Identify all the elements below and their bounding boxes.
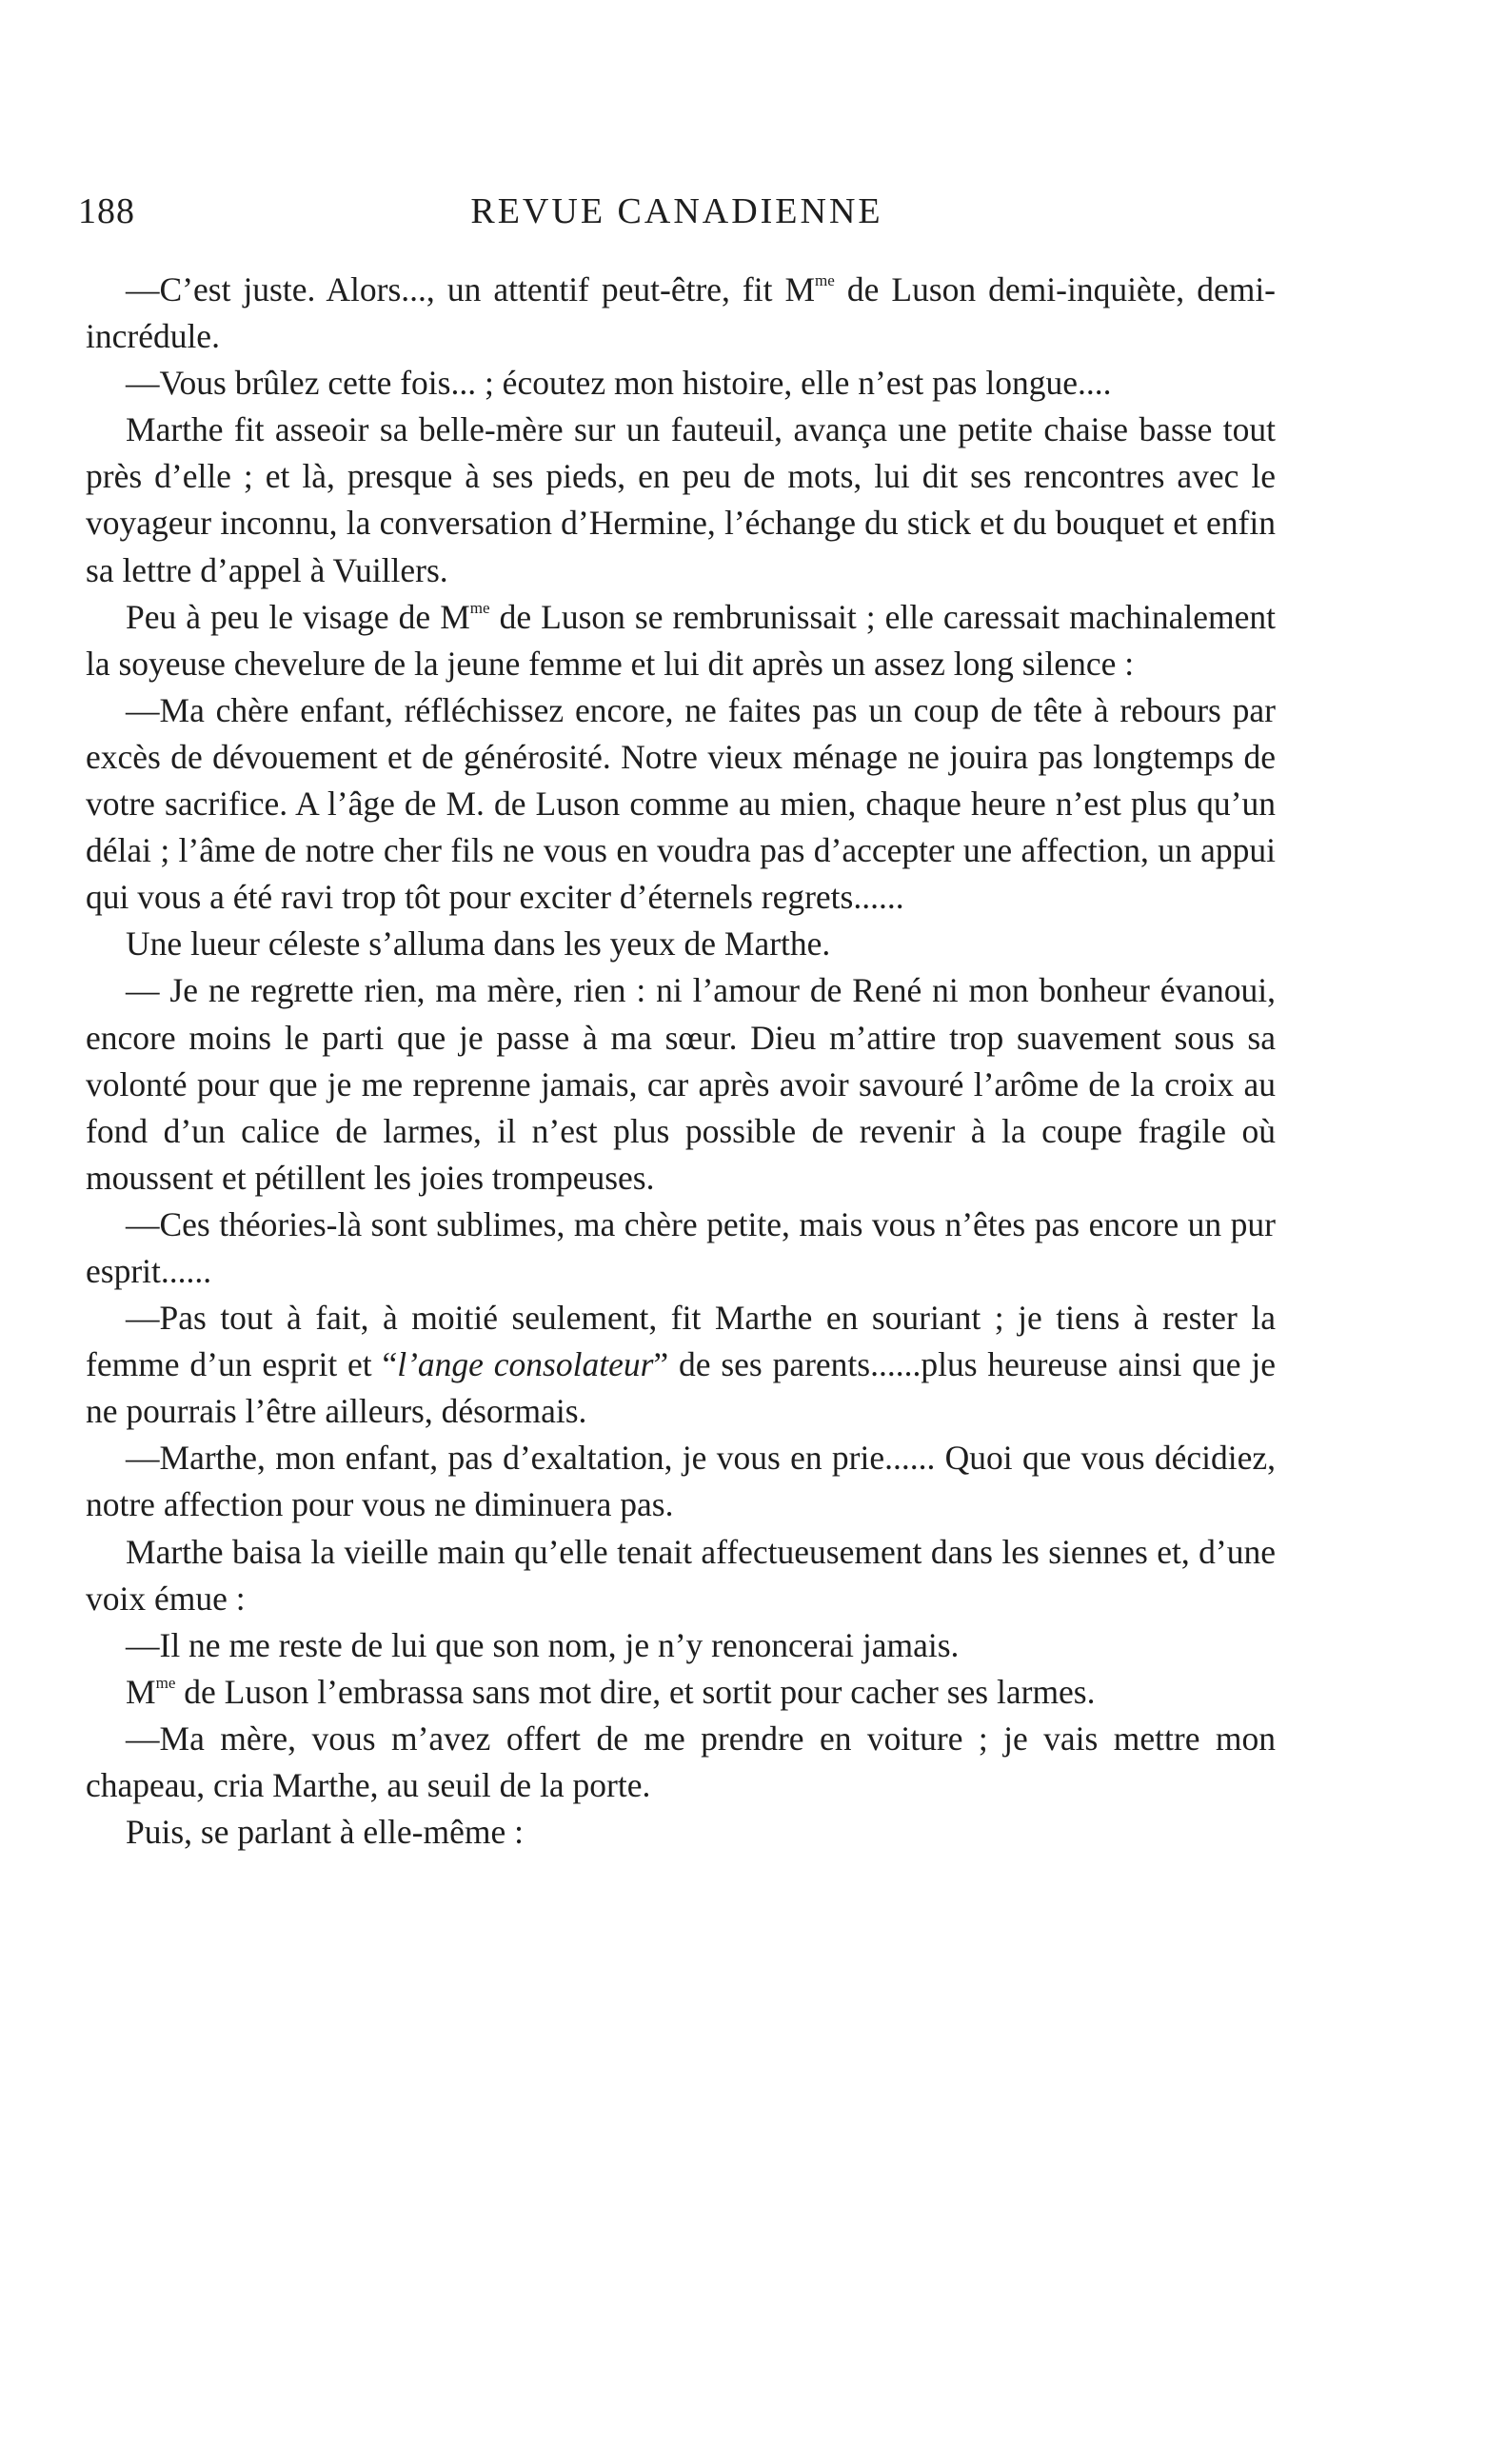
paragraph-4: Peu à peu le visage de $M^{me}$ de Luson se rembrunissait ; elle caressait machinalement la soyeuse chevelure de la jeune femme et lui dit après un assez long silence : bbox=[86, 597, 1276, 683]
superscript-me: me bbox=[815, 270, 835, 289]
paragraph-3: Marthe fit asseoir sa belle-mère sur un fauteuil, avança une petite chaise basse tout près d’elle ; et là, presque à ses pieds, en peu de mots, lui dit ses rencontres avec le voyageur inconnu, la conversation d’Hermine, l’échange du stick et du bouquet et enfin sa lettre d’appel à Vuillers. bbox=[86, 410, 1276, 589]
superscript-me: me bbox=[469, 598, 490, 617]
paragraph-1: —C’est juste. Alors..., un attentif peut-être, fit $M^{me}$ de Luson demi-inquiète, demi-incrédule. bbox=[86, 270, 1277, 356]
paragraph-14: —Ma mère, vous m’avez offert de me prendre en voiture ; je vais mettre mon chapeau, cria Marthe, au seuil de la porte. bbox=[86, 1719, 1276, 1804]
paragraph-5: —Ma chère enfant, réfléchissez encore, ne faites pas un coup de tête à rebours par excès de dévouement et de générosité. Notre vieux ménage ne jouira pas longtemps de votre sacrifice. A l’âge de M. de Luson comme au mien, chaque heure n’est plus qu’un délai ; l’âme de notre cher fils ne vous en voudra pas d’accepter une affection, un appui qui vous a été ravi trop tôt pour exciter d’éternels regrets...... bbox=[86, 690, 1276, 917]
page-header bbox=[78, 190, 1276, 248]
paragraph-7: — Je ne regrette rien, ma mère, rien : ni l’amour de René ni mon bonheur évanoui, encore moins le parti que je passe à ma sœur. Dieu m’attire trop suavement sous sa volonté pour que je me reprenne jamais, car après avoir savouré l’arôme de la croix au fond d’un calice de larmes, il n’est plus possible de revenir à la coupe fragile où moussent et pétillent les joies trompeuses. bbox=[86, 971, 1276, 1197]
paragraph-13: $M^{me}$ de Luson l’embrassa sans mot dire, et sortit pour cacher ses larmes. bbox=[126, 1672, 1096, 1711]
page-number: 188 bbox=[78, 191, 135, 231]
paragraph-10: —Marthe, mon enfant, pas d’exaltation, je vous en prie...... Quoi que vous décidiez, notre affection pour vous ne diminuera pas. bbox=[86, 1439, 1276, 1524]
paragraph-12: —Il ne me reste de lui que son nom, je n’y renoncerai jamais. bbox=[126, 1625, 960, 1664]
paragraph-2: —Vous brûlez cette fois... ; écoutez mon histoire, elle n’est pas longue.... bbox=[126, 364, 1112, 403]
running-head: REVUE CANADIENNE bbox=[470, 191, 883, 231]
paragraph-8: —Ces théories-là sont sublimes, ma chère petite, mais vous n’êtes pas encore un pur esprit...... bbox=[86, 1204, 1276, 1290]
paragraph-11: Marthe baisa la vieille main qu’elle tenait affectueusement dans les siennes et, d’une voix émue : bbox=[86, 1532, 1276, 1618]
body-text bbox=[86, 267, 1276, 1856]
italic-phrase: l’ange consolateur bbox=[397, 1345, 654, 1384]
superscript-me: me bbox=[155, 1673, 176, 1692]
paragraph-6: Une lueur céleste s’alluma dans les yeux de Marthe. bbox=[126, 924, 831, 964]
paragraph-15: Puis, se parlant à elle-même : bbox=[126, 1813, 524, 1852]
paragraph-9: —Pas tout à fait, à moitié seulement, fit Marthe en souriant ; je tiens à rester la femme d’un esprit et “l’ange consolateur” de ses parents......plus heureuse ainsi que je ne pourrais l’être ailleurs, désormais. bbox=[86, 1299, 1276, 1431]
